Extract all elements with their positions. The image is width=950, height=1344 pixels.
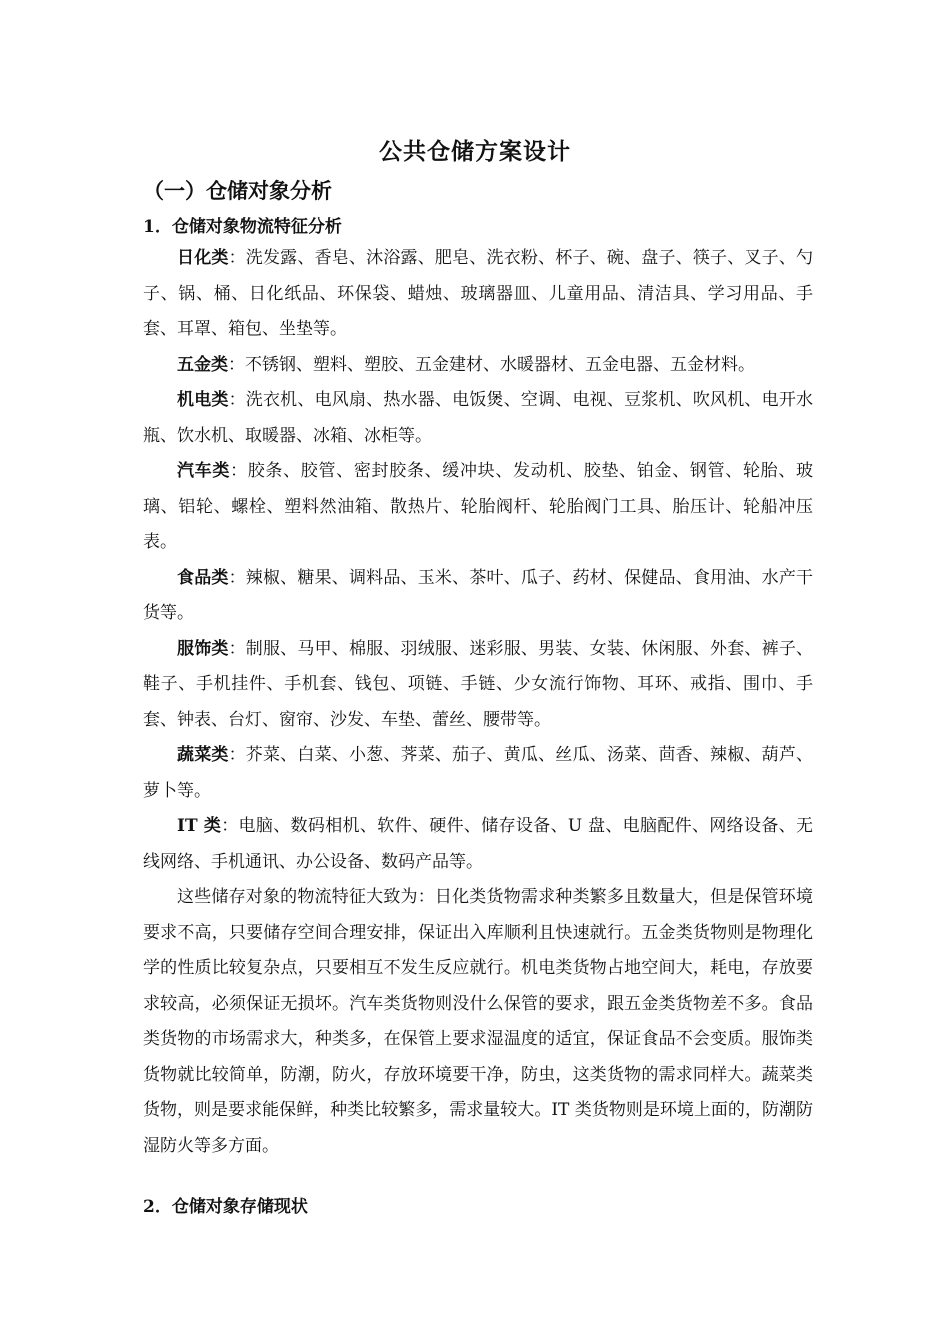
category-items: 电脑、数码相机、软件、硬件、储存设备、U 盘、电脑配件、网络设备、无线网络、手机通讯、办公设备、数码产品等。 bbox=[143, 816, 814, 872]
subsection-heading-2: 2．仓储对象存储现状 bbox=[143, 1197, 308, 1217]
paragraph-category: IT 类：电脑、数码相机、软件、硬件、储存设备、U 盘、电脑配件、网络设备、无线网络、手机通讯、办公设备、数码产品等。 bbox=[143, 816, 814, 872]
page-title: 公共仓储方案设计 bbox=[379, 138, 571, 165]
category-items: 洗发露、香皂、沐浴露、肥皂、洗衣粉、杯子、碗、盘子、筷子、叉子、勺子、锅、桶、日化纸品、环保袋、蜡烛、玻璃器皿、儿童用品、清洁具、学习用品、手套、耳罩、箱包、坐垫等。 bbox=[143, 248, 814, 339]
paragraph-category: 五金类：不锈钢、塑料、塑胶、五金建材、水暖器材、五金电器、五金材料。 bbox=[177, 354, 755, 375]
paragraph-summary: 这些储存对象的物流特征大致为：日化类货物需求种类繁多且数量大，但是保管环境要求不高，只要储存空间合理安排，保证出入库顺利且快速就行。五金类货物则是物理化学的性质比较复杂点，只要相互不发生反应就行。机电类货物占地空间大，耗电，存放要求较高，必须保证无损坏。汽车类货物则没什么保管的要求，跟五金类货物差不多。食品类货物的市场需求大，种类多，在保管上要求湿温度的适宜，保证食品不会变质。服饰类货物就比较简单，防潮，防火，存放环境要干净，防虫，这类货物的需求同样大。蔬菜类货物，则是要求能保鲜，种类比较繁多，需求量较大。IT 类货物则是环境上面的，防潮防湿防火等多方面。 bbox=[143, 887, 813, 1156]
paragraph-category: 食品类：辣椒、糖果、调料品、玉米、茶叶、瓜子、药材、保健品、食用油、水产干货等。 bbox=[143, 567, 814, 623]
body-text bbox=[143, 241, 813, 1164]
paragraph-category: 服饰类：制服、马甲、棉服、羽绒服、迷彩服、男装、女装、休闲服、外套、裤子、鞋子、手机挂件、手机套、钱包、项链、手链、少女流行饰物、耳环、戒指、围巾、手套、钟表、台灯、窗帘、沙发、车垫、蕾丝、腰带等。 bbox=[143, 638, 814, 730]
category-items: 洗衣机、电风扇、热水器、电饭煲、空调、电视、豆浆机、吹风机、电开水瓶、饮水机、取暖器、冰箱、冰柜等。 bbox=[143, 390, 814, 446]
paragraph-category: 蔬菜类：芥菜、白菜、小葱、荠菜、茄子、黄瓜、丝瓜、汤菜、茴香、辣椒、葫芦、萝卜等。 bbox=[143, 745, 814, 801]
category-items: 辣椒、糖果、调料品、玉米、茶叶、瓜子、药材、保健品、食用油、水产干货等。 bbox=[143, 567, 814, 623]
category-label: 五金类 bbox=[177, 354, 228, 375]
subsection-heading-1: 1．仓储对象物流特征分析 bbox=[143, 217, 342, 237]
category-label: 汽车类 bbox=[177, 461, 231, 481]
category-label: IT 类 bbox=[177, 816, 222, 836]
category-items: 胶条、胶管、密封胶条、缓冲块、发动机、胶垫、铂金、钢管、轮胎、玻璃、铝轮、螺栓、塑料然油箱、散热片、轮胎阀杆、轮胎阀门工具、胎压计、轮船冲压表。 bbox=[143, 461, 814, 552]
category-label: 服饰类 bbox=[177, 638, 229, 659]
category-items: 制服、马甲、棉服、羽绒服、迷彩服、男装、女装、休闲服、外套、裤子、鞋子、手机挂件、手机套、钱包、项链、手链、少女流行饰物、耳环、戒指、围巾、手套、钟表、台灯、窗帘、沙发、车垫、蕾丝、腰带等。 bbox=[143, 638, 814, 730]
paragraph-category: 汽车类：胶条、胶管、密封胶条、缓冲块、发动机、胶垫、铂金、钢管、轮胎、玻璃、铝轮、螺栓、塑料然油箱、散热片、轮胎阀杆、轮胎阀门工具、胎压计、轮船冲压表。 bbox=[143, 461, 814, 552]
category-items: 不锈钢、塑料、塑胶、五金建材、水暖器材、五金电器、五金材料。 bbox=[245, 354, 755, 375]
category-items: 芥菜、白菜、小葱、荠菜、茄子、黄瓜、丝瓜、汤菜、茴香、辣椒、葫芦、萝卜等。 bbox=[143, 745, 814, 801]
category-label: 食品类 bbox=[177, 567, 229, 588]
paragraph-category: 机电类：洗衣机、电风扇、热水器、电饭煲、空调、电视、豆浆机、吹风机、电开水瓶、饮水机、取暖器、冰箱、冰柜等。 bbox=[143, 390, 814, 446]
section-heading: （一）仓储对象分析 bbox=[143, 178, 332, 203]
paragraph-category: 日化类：洗发露、香皂、沐浴露、肥皂、洗衣粉、杯子、碗、盘子、筷子、叉子、勺子、锅、桶、日化纸品、环保袋、蜡烛、玻璃器皿、儿童用品、清洁具、学习用品、手套、耳罩、箱包、坐垫等。 bbox=[143, 248, 814, 339]
category-label: 机电类 bbox=[177, 390, 229, 410]
category-label: 日化类 bbox=[177, 248, 229, 268]
category-label: 蔬菜类 bbox=[177, 745, 229, 765]
